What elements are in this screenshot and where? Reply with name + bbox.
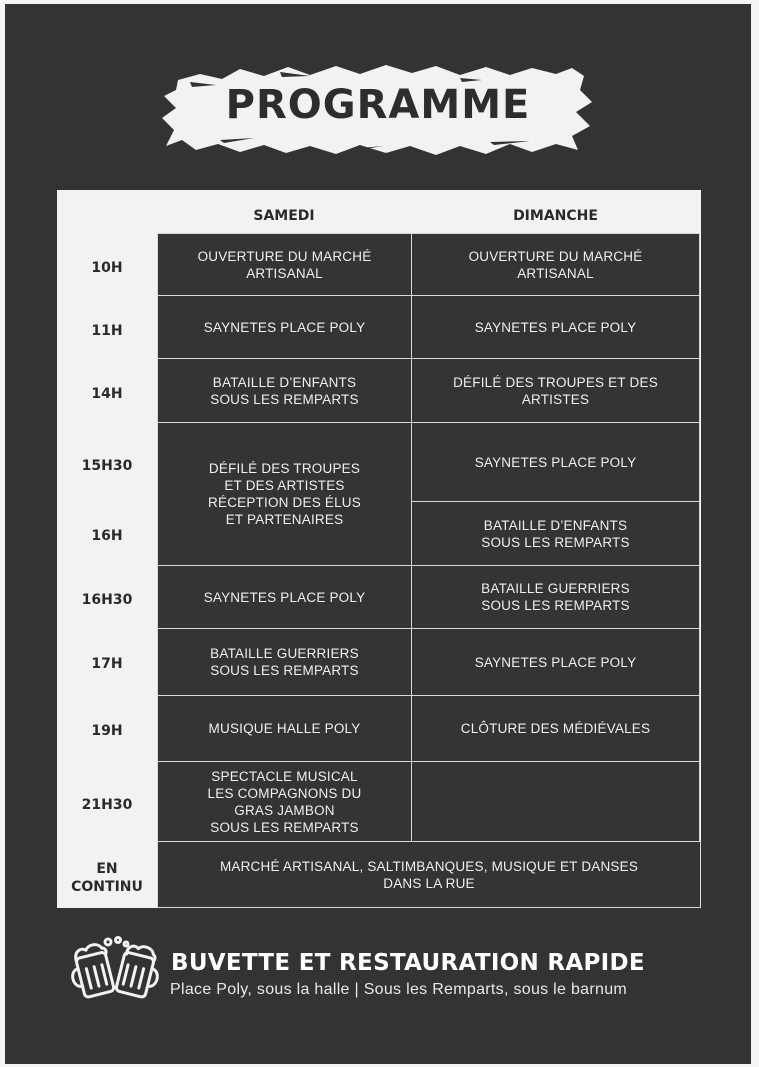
footer-subtitle: Place Poly, sous la halle | Sous les Remparts, sous le barnum: [170, 981, 628, 998]
samedi-event: BATAILLE D’ENFANTS SOUS LES REMPARTS: [157, 358, 412, 423]
time-label: EN CONTINU: [71, 861, 143, 895]
dimanche-event: BATAILLE GUERRIERS SOUS LES REMPARTS: [411, 565, 700, 629]
continuous-event: MARCHÉ ARTISANAL, SALTIMBANQUES, MUSIQUE ET DANSES DANS LA RUE: [157, 841, 701, 908]
samedi-event: MUSIQUE HALLE POLY: [157, 695, 412, 762]
dimanche-event: OUVERTURE DU MARCHÉ ARTISANAL: [411, 233, 700, 296]
dimanche-event-empty: [411, 761, 700, 842]
time-label: 15H30: [81, 458, 133, 474]
dimanche-event: SAYNETES PLACE POLY: [411, 422, 700, 502]
time-label: 17H: [91, 656, 123, 672]
dimanche-event: DÉFILÉ DES TROUPES ET DES ARTISTES: [411, 358, 700, 423]
title-banner: [160, 60, 596, 158]
dimanche-event: CLÔTURE DES MÉDIÉVALES: [411, 695, 700, 762]
samedi-event: SPECTACLE MUSICAL LES COMPAGNONS DU GRAS JAMBON SOUS LES REMPARTS: [157, 761, 412, 842]
beer-mugs-icon: [68, 936, 162, 1002]
time-label: 19H: [91, 723, 123, 739]
column-header-samedi: SAMEDI: [253, 208, 315, 224]
time-label: 11H: [91, 323, 123, 339]
samedi-event: DÉFILÉ DES TROUPES ET DES ARTISTES RÉCEPTION DES ÉLUS ET PARTENAIRES: [157, 422, 412, 566]
page-title: PROGRAMME: [225, 82, 531, 128]
dimanche-event: BATAILLE D’ENFANTS SOUS LES REMPARTS: [411, 501, 700, 566]
footer-title: BUVETTE ET RESTAURATION RAPIDE: [171, 950, 645, 976]
time-label: 16H30: [81, 592, 133, 608]
samedi-event: SAYNETES PLACE POLY: [157, 565, 412, 629]
dimanche-event: SAYNETES PLACE POLY: [411, 295, 700, 359]
column-header-dimanche: DIMANCHE: [513, 208, 598, 224]
time-label: 16H: [91, 528, 123, 544]
dimanche-event: SAYNETES PLACE POLY: [411, 628, 700, 696]
time-label: 10H: [91, 260, 123, 276]
samedi-event: OUVERTURE DU MARCHÉ ARTISANAL: [157, 233, 412, 296]
samedi-event: SAYNETES PLACE POLY: [157, 295, 412, 359]
time-label: 21H30: [81, 797, 133, 813]
samedi-event: BATAILLE GUERRIERS SOUS LES REMPARTS: [157, 628, 412, 696]
time-label: 14H: [91, 386, 123, 402]
